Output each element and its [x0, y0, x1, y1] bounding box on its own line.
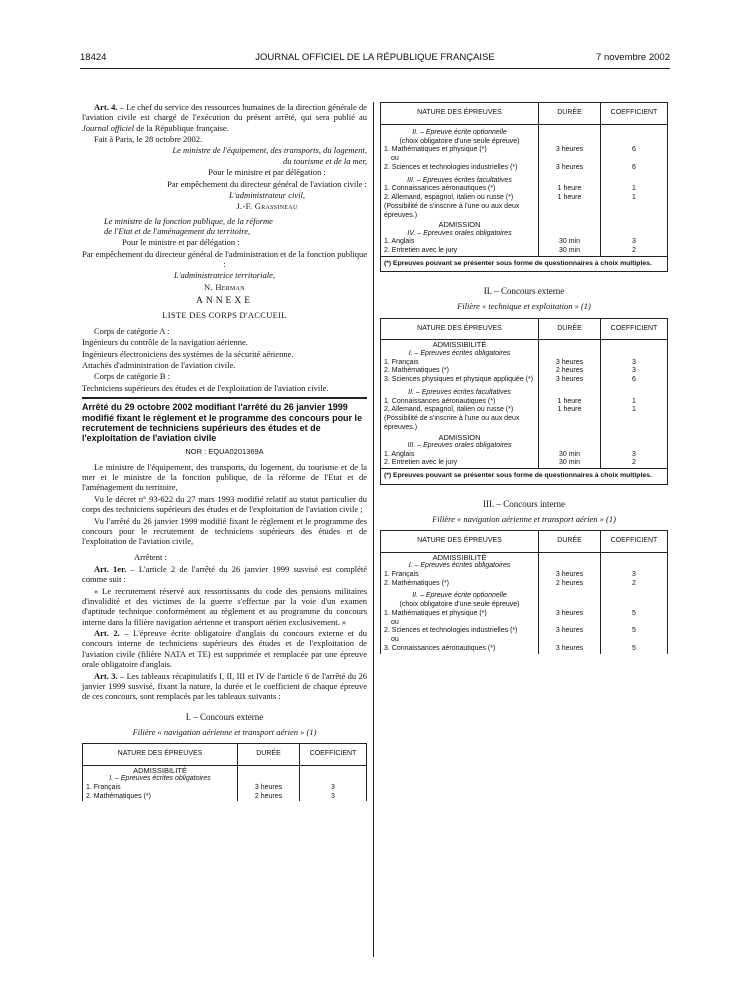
table-cell: I. – Epreuves écrites obligatoires: [83, 775, 238, 784]
table-cell: [539, 588, 601, 601]
table-cell: [601, 588, 668, 601]
table-cell: 1 heure: [539, 194, 601, 203]
table-cell: ADMISSION: [381, 433, 539, 442]
table-row: 2. Mathématiques (*): [381, 580, 539, 589]
table-cell: [601, 562, 668, 571]
table-cell: 3 heures: [539, 359, 601, 368]
table-cell: [601, 415, 668, 433]
table-cell: ou: [381, 619, 539, 628]
table-cell: 6: [601, 146, 668, 155]
table-cell: [539, 220, 601, 229]
table-cell: ADMISSION: [381, 220, 539, 229]
table-cell: [539, 173, 601, 186]
table-cell: I. – Epreuves écrites obligatoires: [381, 562, 539, 571]
table-cell: [601, 636, 668, 645]
table-cell: 1: [601, 398, 668, 407]
cat-a-item: Attachés d'administration de l'aviation civile.: [82, 360, 236, 371]
article-1: Art. 1er. – L'article 2 de l'arrêté du 26 janvier 1999 susvisé est complété comme suit :: [82, 563, 367, 585]
filiere-heading: Filière « navigation aérienne et transport aérien » (1): [132, 726, 317, 737]
vu-arrete: Vu l'arrêté du 26 janvier 1999 modifié fixant le règlement et le programme des concours pour le recrutement de techniciens supérieurs des études et de l'exploitation de l'aviation civile,: [82, 515, 367, 547]
cat-a-item: Ingénieurs du contrôle de la navigation aérienne.: [82, 337, 248, 348]
section-heading: I. – Concours externe: [185, 711, 264, 722]
table-cell: ou: [381, 155, 539, 164]
filiere-heading: Filière « navigation aérienne et transport aérien » (1): [432, 513, 616, 524]
table-cell: NATURE DES ÉPREUVES: [381, 531, 539, 553]
table-cell: [601, 124, 668, 137]
table-cell: 1: [601, 406, 668, 415]
table-cell: [539, 124, 601, 137]
signatory-name: N. Herman: [204, 281, 245, 292]
table-cell: II. – Epreuves écrites facultatives: [381, 385, 539, 398]
table-cell: (Possibilité de s'inscrire à l'une ou aux deux épreuves.): [381, 203, 539, 221]
table-cell: 3: [601, 451, 668, 460]
table-cell: [238, 775, 300, 784]
issue-date: 7 novembre 2002: [596, 52, 670, 63]
table-row: ADMISSIBILITÉ: [83, 765, 238, 775]
table-row: 2. Allemand, espagnol, italien ou russe (*): [381, 194, 539, 203]
table-cell: 30 min: [539, 459, 601, 468]
table-cell: [601, 601, 668, 610]
table-cell: 5: [601, 610, 668, 619]
table-cell: 1 heure: [539, 185, 601, 194]
table-cell: [539, 442, 601, 451]
table-cell: (choix obligatoire d'une seule épreuve): [381, 601, 539, 610]
table-row: 1. Connaissances aéronautiques (*): [381, 185, 539, 194]
table-cell: 2: [601, 247, 668, 256]
table-externe-nata-start: [82, 743, 367, 801]
article-1-quote: « Le recrutement réservé aux ressortissants du code des pensions militaires d'invalidité et des victimes de la guerre s'effectue par la voie d'un examen d'aptitude technique conformément au règlement et au programme du concours interne dans la filière navigation aérienne et transport aérien exclusivement. »: [82, 585, 367, 627]
table-cell: [601, 138, 668, 147]
table-cell: DURÉE: [539, 318, 601, 340]
table-cell: [601, 220, 668, 229]
preamble: Le ministre de l'équipement, des transports, du logement, du tourisme et de la mer et le ministre de la fonction publique, de la réforme de l'Etat et de l'aménagement du territoire,: [82, 461, 367, 493]
signature-block-1: Le ministre de l'équipement, des transports, du logement, du tourisme et de la mer, Pour le ministre et par délégation : Par empêchement du directeur général de l'aviation civile : L'administrateur civil, J.-F. Grassineau: [167, 145, 367, 212]
left-column: [82, 102, 367, 801]
table-cell: COEFFICIENT: [300, 743, 367, 765]
cat-a-label: Corps de catégorie A :: [94, 326, 170, 337]
table-cell: COEFFICIENT: [601, 103, 668, 125]
section-heading: III. – Concours interne: [483, 498, 565, 509]
table-cell: II. – Epreuve écrite optionnelle: [381, 124, 539, 137]
table-cell: DURÉE: [539, 103, 601, 125]
table-cell: 5: [601, 627, 668, 636]
table-cell: 6: [601, 376, 668, 385]
filiere-heading: Filière « technique et exploitation » (1): [457, 301, 591, 312]
table-cell: 3: [601, 367, 668, 376]
column-divider: [373, 102, 374, 957]
table-cell: [539, 619, 601, 628]
table-cell: 3 heures: [539, 146, 601, 155]
table-cell: 3 heures: [539, 164, 601, 173]
table-cell: II. – Epreuve écrite optionnelle: [381, 588, 539, 601]
table-cell: COEFFICIENT: [601, 318, 668, 340]
signature-block-2: Le ministre de la fonction publique, de la réforme de l'Etat et de l'aménagement du territoire, Pour le ministre et par délégation : Par empêchement du directeur général de l'administration et de la fonction publique : L'administratrice territoriale, N. Herman: [82, 215, 367, 292]
nor-reference: NOR : EQUA0201369A: [185, 446, 264, 456]
table-row: 2. Mathématiques (*): [381, 367, 539, 376]
annexe-heading: ANNEXE: [195, 296, 254, 307]
section-rule: [82, 397, 367, 399]
table-row: 1. Français: [381, 359, 539, 368]
table-cell: 30 min: [539, 451, 601, 460]
page-number: 18424: [80, 52, 107, 63]
table-cell: 1 heure: [539, 398, 601, 407]
table-cell: 2 heures: [539, 580, 601, 589]
table-cell: 30 min: [539, 247, 601, 256]
table-cell: 3: [601, 359, 668, 368]
fait-a-paris: Fait à Paris, le 28 octobre 2002.: [94, 134, 203, 145]
article-2: Art. 2. – L'épreuve écrite obligatoire d'anglais du concours externe et du concours interne de techniciens supérieurs des études et de l'exploitation de l'aviation civile (filière NATA et TE) est supprimée et remplacée par une épreuve orale obligatoire d'anglais.: [82, 628, 367, 670]
table-cell: (choix obligatoire d'une seule épreuve): [381, 138, 539, 147]
table-row: 2. Entretien avec le jury: [381, 459, 539, 468]
table-row: 2. Sciences et technologies industrielles (*): [381, 627, 539, 636]
table-cell: 3 heures: [539, 627, 601, 636]
table-cell: [300, 775, 367, 784]
table-footnote: (*) Epreuves pouvant se présenter sous forme de questionnaires à choix multiples.: [381, 256, 668, 271]
table-cell: [601, 230, 668, 239]
table-cell: 2 heures: [238, 793, 300, 802]
table-cell: ADMISSIBILITÉ: [381, 340, 539, 350]
journal-title: JOURNAL OFFICIEL DE LA RÉPUBLIQUE FRANÇAISE: [255, 52, 495, 63]
table-cell: [238, 765, 300, 775]
table-cell: DURÉE: [539, 531, 601, 553]
table-cell: 3 heures: [539, 645, 601, 654]
table-cell: 3: [300, 793, 367, 802]
table-cell: 5: [601, 645, 668, 654]
table-row: 1. Connaissances aéronautiques (*): [381, 398, 539, 407]
table-cell: 3: [300, 784, 367, 793]
table-cell: [539, 601, 601, 610]
table-cell: NATURE DES ÉPREUVES: [381, 103, 539, 125]
vu-decret: Vu le décret n° 93-622 du 27 mars 1993 modifié relatif au statut particulier du corps des techniciens supérieurs des études et de l'exploitation de l'aviation civile ;: [82, 493, 367, 515]
table-row: 1. Anglais: [381, 451, 539, 460]
table-cell: 3 heures: [539, 376, 601, 385]
page-header: [80, 52, 670, 66]
table-row: 2. Sciences et technologies industrielles (*): [381, 164, 539, 173]
signatory-name: J.-F. Grassineau: [236, 201, 298, 212]
table-row: 1. Mathématiques et physique (*): [381, 610, 539, 619]
table-cell: 3: [601, 238, 668, 247]
table-cell: [539, 340, 601, 350]
table-externe-nata-cont: [380, 102, 668, 272]
table-cell: COEFFICIENT: [601, 531, 668, 553]
table-cell: ou: [381, 636, 539, 645]
decree-title: Arrêté du 29 octobre 2002 modifiant l'arrêté du 26 janvier 1999 modifié fixant le règlement et le programme des concours pour le recrutement de techniciens supérieurs des études et de l'exploitation de l'aviation civile: [82, 402, 363, 444]
table-cell: [539, 155, 601, 164]
table-row: 2. Mathématiques (*): [83, 793, 238, 802]
table-cell: NATURE DES ÉPREUVES: [83, 743, 238, 765]
table-cell: [601, 442, 668, 451]
table-cell: 3 heures: [539, 610, 601, 619]
table-cell: 2: [601, 580, 668, 589]
table-cell: [539, 385, 601, 398]
cat-a-item: Ingénieurs électroniciens des systèmes de la sécurité aérienne.: [82, 348, 294, 359]
table-row: 2. Entretien avec le jury: [381, 247, 539, 256]
table-footnote: (*) Epreuves pouvant se présenter sous forme de questionnaires à choix multiples.: [381, 469, 668, 484]
table-row: 3. Sciences physiques et physique appliquée (*): [381, 376, 539, 385]
table-cell: III. – Epreuves orales obligatoires: [381, 442, 539, 451]
table-cell: I. – Epreuves écrites obligatoires: [381, 350, 539, 359]
table-row: 3. Connaissances aéronautiques (*): [381, 645, 539, 654]
article-3: Art. 3. – Les tableaux récapitulatifs I, II, III et IV de l'article 6 de l'arrêté du 26 janvier 1999 susvisé, fixant la nature, la durée et le coefficient de chaque épreuve de ces concours, sont remplacés par les tableaux suivants :: [82, 670, 367, 702]
cat-b-label: Corps de catégorie B :: [94, 371, 171, 382]
table-cell: ADMISSIBILITÉ: [381, 552, 539, 562]
table-row: 1. Français: [83, 784, 238, 793]
table-cell: [601, 155, 668, 164]
article-4: Art. 4. – Le chef du service des ressources humaines de la direction générale de l'aviation civile est chargé de l'exécution du présent arrêté, qui sera publié au Journal officiel de la République française.: [82, 102, 367, 133]
table-cell: [539, 636, 601, 645]
table-cell: [601, 173, 668, 186]
table-interne-nata: [380, 530, 668, 654]
table-cell: 1: [601, 194, 668, 203]
table-cell: 3: [601, 571, 668, 580]
table-cell: [539, 350, 601, 359]
section-heading: II. – Concours externe: [483, 286, 565, 297]
table-cell: (Possibilité de s'inscrire à l'une ou aux deux épreuves.): [381, 415, 539, 433]
table-cell: 6: [601, 164, 668, 173]
arretent: Arrêtent :: [134, 551, 167, 562]
table-cell: III. – Epreuves écrites facultatives: [381, 173, 539, 186]
right-column: [380, 102, 668, 654]
table-cell: [539, 230, 601, 239]
table-row: 1. Mathématiques et physique (*): [381, 146, 539, 155]
table-cell: [601, 340, 668, 350]
header-rule: [80, 68, 670, 69]
table-cell: IV. – Epreuves orales obligatoires: [381, 230, 539, 239]
table-cell: [601, 433, 668, 442]
table-cell: [539, 415, 601, 433]
table-cell: [300, 765, 367, 775]
table-cell: [539, 433, 601, 442]
table-cell: [539, 552, 601, 562]
table-cell: 3 heures: [539, 571, 601, 580]
table-cell: 30 min: [539, 238, 601, 247]
table-row: 2. Allemand, espagnol, italien ou russe (*): [381, 406, 539, 415]
table-cell: 3 heures: [238, 784, 300, 793]
table-externe-te: [380, 318, 668, 485]
table-cell: [601, 350, 668, 359]
annexe-subtitle: LISTE DES CORPS D'ACCUEIL: [162, 309, 287, 320]
table-cell: [539, 562, 601, 571]
table-cell: 1 heure: [539, 406, 601, 415]
table-row: 1. Français: [381, 571, 539, 580]
table-cell: 2 heures: [539, 367, 601, 376]
table-cell: [601, 385, 668, 398]
table-cell: NATURE DES ÉPREUVES: [381, 318, 539, 340]
table-cell: DURÉE: [238, 743, 300, 765]
table-cell: [539, 138, 601, 147]
table-cell: 1: [601, 185, 668, 194]
table-cell: [539, 203, 601, 221]
table-cell: 2: [601, 459, 668, 468]
cat-b-item: Techniciens supérieurs des études et de l'exploitation de l'aviation civile.: [82, 382, 329, 393]
table-row: 1. Anglais: [381, 238, 539, 247]
table-cell: [601, 619, 668, 628]
table-cell: [601, 552, 668, 562]
table-cell: [601, 203, 668, 221]
